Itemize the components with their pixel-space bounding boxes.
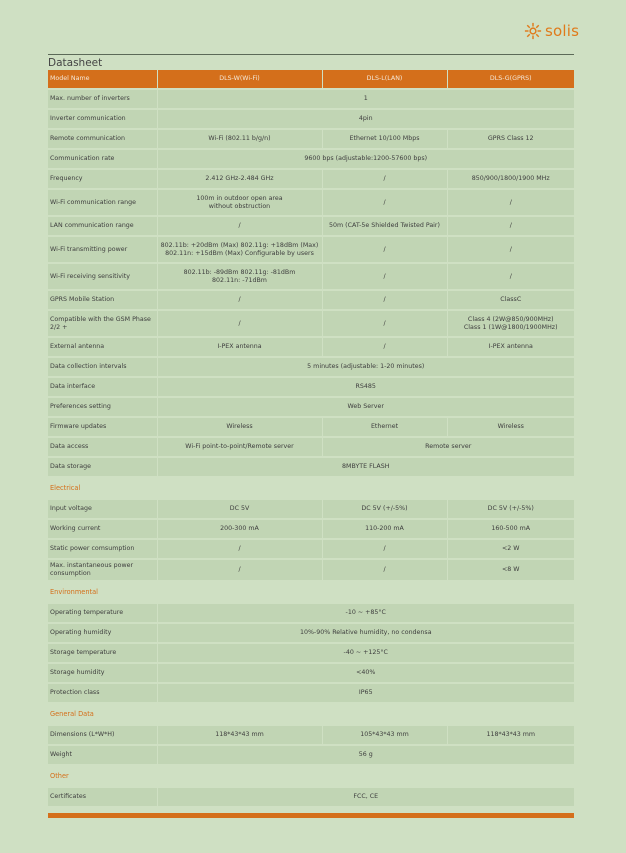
- table-header-row: [48, 70, 574, 89]
- row-value: [157, 263, 322, 290]
- row-label: Weight: [48, 745, 157, 765]
- sun-gear-icon: [524, 22, 542, 40]
- row-value: DC 5V (+/-5%): [322, 499, 447, 519]
- row-value: 850/900/1800/1900 MHz: [447, 169, 574, 189]
- row-value: [157, 236, 322, 263]
- value-line: Class 1 (1W@1800/1900MHz): [463, 323, 558, 331]
- row-value: Wireless: [447, 417, 574, 437]
- row-label: Wi-Fi receiving sensitivity: [48, 263, 157, 290]
- value-line: 802.11b: +20dBm (Max) 802.11g: +18dBm (Max): [160, 241, 319, 249]
- row-label: [48, 559, 157, 581]
- table-row: [48, 263, 574, 290]
- section-heading-row: [48, 477, 574, 499]
- row-value: /: [157, 310, 322, 337]
- row-value: /: [322, 559, 447, 581]
- logo-text: solis: [545, 22, 580, 40]
- row-label: Preferences setting: [48, 397, 157, 417]
- row-value: 50m (CAT-5e Shielded Twisted Pair): [322, 216, 447, 236]
- row-label: Data collection intervals: [48, 357, 157, 377]
- row-value: /: [447, 263, 574, 290]
- value-line: 802.11b: -89dBm 802.11g: -81dBm: [183, 268, 296, 276]
- row-label: Remote communication: [48, 129, 157, 149]
- row-value: /: [322, 263, 447, 290]
- row-value: -40 ~ +125°C: [157, 643, 574, 663]
- row-value: /: [447, 216, 574, 236]
- datasheet-table-container: [48, 70, 574, 808]
- row-value: GPRS Class 12: [447, 129, 574, 149]
- value-line: 802.11n: +15dBm (Max) Configurable by users: [165, 249, 314, 257]
- section-heading: Environmental: [48, 581, 574, 603]
- table-row: [48, 725, 574, 745]
- label-line: 2/2 +: [50, 323, 68, 331]
- table-row: [48, 643, 574, 663]
- row-label: Dimensions (L*W*H): [48, 725, 157, 745]
- row-value: RS485: [157, 377, 574, 397]
- row-label: Data access: [48, 437, 157, 457]
- section-heading-row: [48, 581, 574, 603]
- table-row: [48, 457, 574, 477]
- row-value: Wi-Fi (802.11 b/g/n): [157, 129, 322, 149]
- row-value: DC 5V: [157, 499, 322, 519]
- row-value: I-PEX antenna: [447, 337, 574, 357]
- row-label: Storage temperature: [48, 643, 157, 663]
- row-value: /: [157, 539, 322, 559]
- row-value: /: [322, 169, 447, 189]
- table-row: [48, 290, 574, 310]
- row-value: Wi-Fi point-to-point/Remote server: [157, 437, 322, 457]
- row-value: 110-200 mA: [322, 519, 447, 539]
- row-value: /: [157, 559, 322, 581]
- row-label: Operating humidity: [48, 623, 157, 643]
- row-value: 10%-90% Relative humidity, no condensa: [157, 623, 574, 643]
- table-row: [48, 149, 574, 169]
- section-heading: General Data: [48, 703, 574, 725]
- row-value: 200-300 mA: [157, 519, 322, 539]
- table-row: [48, 499, 574, 519]
- section-heading: Electrical: [48, 477, 574, 499]
- row-label: External antenna: [48, 337, 157, 357]
- row-value: 1: [157, 89, 574, 109]
- table-row: [48, 236, 574, 263]
- row-value: 8MBYTE FLASH: [157, 457, 574, 477]
- table-row: [48, 559, 574, 581]
- row-value: /: [322, 539, 447, 559]
- row-value: <2 W: [447, 539, 574, 559]
- row-value: Ethernet 10/100 Mbps: [322, 129, 447, 149]
- row-value: /: [322, 310, 447, 337]
- row-value: I-PEX antenna: [157, 337, 322, 357]
- section-heading-row: [48, 703, 574, 725]
- label-line: Compatible with the GSM Phase: [50, 315, 151, 323]
- value-line: 802.11n: -71dBm: [212, 276, 267, 284]
- row-label: Data interface: [48, 377, 157, 397]
- row-label: Static power comsumption: [48, 539, 157, 559]
- row-label: Storage humidity: [48, 663, 157, 683]
- row-value: /: [157, 216, 322, 236]
- table-row: [48, 189, 574, 216]
- row-value: /: [447, 236, 574, 263]
- row-value: 2.412 GHz-2.484 GHz: [157, 169, 322, 189]
- table-row: [48, 337, 574, 357]
- table-row: [48, 539, 574, 559]
- table-row: [48, 603, 574, 623]
- value-line: Class 4 (2W@850/900MHz): [467, 315, 554, 323]
- label-line: consumption: [50, 570, 91, 577]
- row-value: <8 W: [447, 559, 574, 581]
- brand-logo: [524, 22, 579, 40]
- table-row: [48, 129, 574, 149]
- row-label: Working current: [48, 519, 157, 539]
- row-value: /: [322, 236, 447, 263]
- table-row: [48, 663, 574, 683]
- row-value: Remote server: [322, 437, 574, 457]
- row-value: Wireless: [157, 417, 322, 437]
- row-value: 4pin: [157, 109, 574, 129]
- row-label: Frequency: [48, 169, 157, 189]
- header-cell: DLS-W(Wi-Fi): [157, 70, 322, 89]
- row-label: Firmware updates: [48, 417, 157, 437]
- row-value: 56 g: [157, 745, 574, 765]
- page-title: Datasheet: [48, 57, 103, 69]
- row-value: Web Server: [157, 397, 574, 417]
- datasheet-table: [48, 70, 574, 808]
- table-row: [48, 397, 574, 417]
- row-value: 118*43*43 mm: [157, 725, 322, 745]
- row-label: Operating temperature: [48, 603, 157, 623]
- row-label: Wi-Fi transmitting power: [48, 236, 157, 263]
- label-line: Max. instantaneous power: [50, 562, 134, 569]
- row-label: Input voltage: [48, 499, 157, 519]
- row-label: Max. number of inverters: [48, 89, 157, 109]
- table-row: [48, 169, 574, 189]
- row-label: Wi-Fi communication range: [48, 189, 157, 216]
- value-line: 100m in outdoor open area: [196, 194, 283, 202]
- section-heading-row: [48, 765, 574, 787]
- table-row: [48, 787, 574, 807]
- row-value: /: [322, 189, 447, 216]
- table-row: [48, 357, 574, 377]
- row-value: FCC, CE: [157, 787, 574, 807]
- row-value: /: [157, 290, 322, 310]
- value-line: without obstruction: [208, 202, 271, 210]
- row-value: <40%: [157, 663, 574, 683]
- row-label: GPRS Mobile Station: [48, 290, 157, 310]
- row-label: Data storage: [48, 457, 157, 477]
- table-row: [48, 109, 574, 129]
- footer-bar: [48, 813, 574, 818]
- row-value: Ethernet: [322, 417, 447, 437]
- section-heading: Other: [48, 765, 574, 787]
- row-label: Communication rate: [48, 149, 157, 169]
- row-value: /: [322, 337, 447, 357]
- row-value: 160-500 mA: [447, 519, 574, 539]
- table-row: [48, 216, 574, 236]
- table-row: [48, 623, 574, 643]
- row-value: -10 ~ +85°C: [157, 603, 574, 623]
- row-value: [157, 189, 322, 216]
- table-row: [48, 519, 574, 539]
- row-value: /: [447, 189, 574, 216]
- row-label: LAN communication range: [48, 216, 157, 236]
- row-value: DC 5V (+/-5%): [447, 499, 574, 519]
- header-cell: DLS-G(GPRS): [447, 70, 574, 89]
- row-value: /: [322, 290, 447, 310]
- header-cell: Model Name: [48, 70, 157, 89]
- row-label: [48, 310, 157, 337]
- table-row: [48, 310, 574, 337]
- table-row: [48, 683, 574, 703]
- table-row: [48, 437, 574, 457]
- table-row: [48, 417, 574, 437]
- row-value: IP65: [157, 683, 574, 703]
- header-cell: DLS-L(LAN): [322, 70, 447, 89]
- table-row: [48, 745, 574, 765]
- row-label: Protection class: [48, 683, 157, 703]
- row-value: 9600 bps (adjustable:1200-57600 bps): [157, 149, 574, 169]
- row-value: ClassC: [447, 290, 574, 310]
- table-row: [48, 377, 574, 397]
- table-row: [48, 89, 574, 109]
- row-value: 105*43*43 mm: [322, 725, 447, 745]
- row-value: 5 minutes (adjustable: 1-20 minutes): [157, 357, 574, 377]
- title-rule: [48, 54, 574, 55]
- row-value: 118*43*43 mm: [447, 725, 574, 745]
- row-label: Certificates: [48, 787, 157, 807]
- row-label: Inverter communication: [48, 109, 157, 129]
- row-value: [447, 310, 574, 337]
